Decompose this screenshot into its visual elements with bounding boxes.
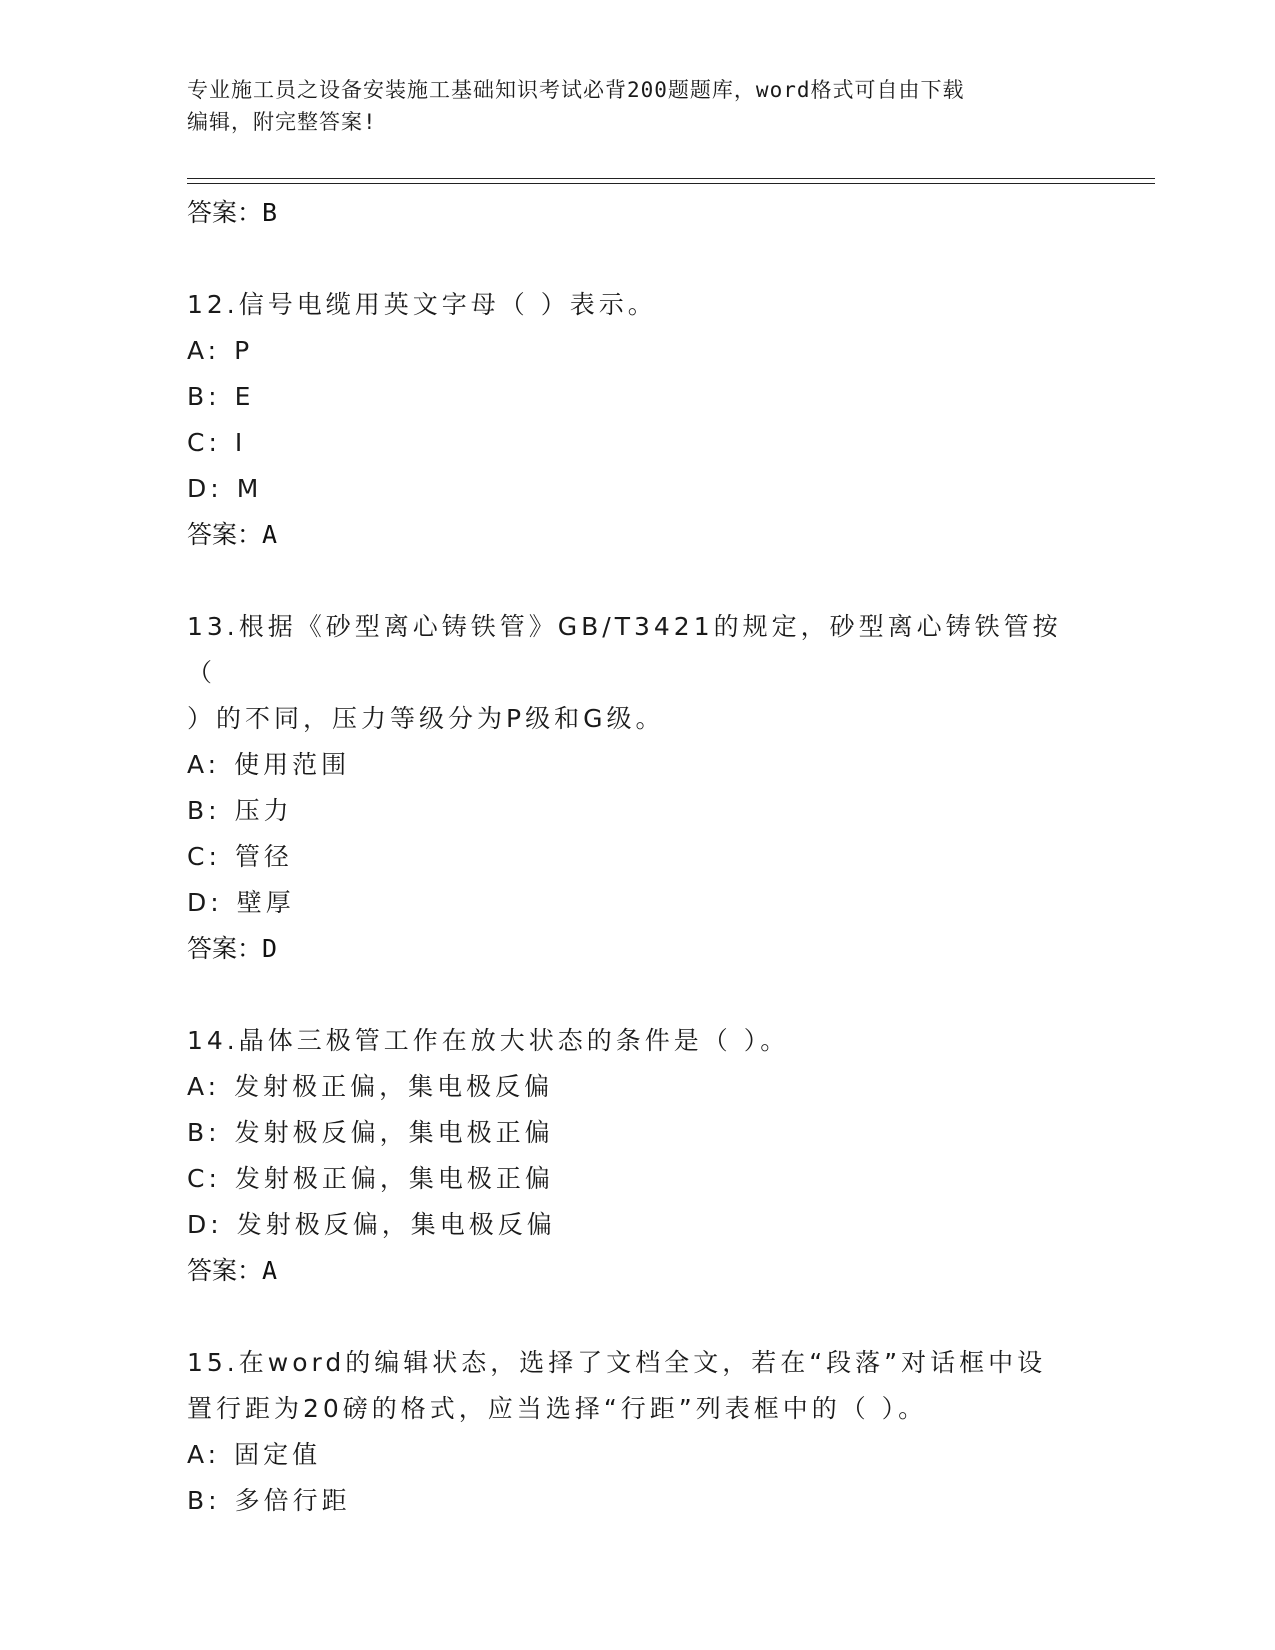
- answer-line: 答案：A: [187, 1256, 278, 1285]
- option-b: [187, 1478, 1067, 1524]
- option-letter: A:: [187, 1072, 221, 1101]
- option-text: 固定值: [234, 1440, 322, 1469]
- option-b: [187, 374, 1067, 420]
- header-title-line-2: 编辑，附完整答案!: [187, 110, 377, 134]
- option-letter: B:: [187, 1486, 221, 1515]
- option-text: P: [234, 336, 254, 365]
- option-a: [187, 328, 1067, 374]
- answer-line: 答案：A: [187, 520, 278, 549]
- option-text: 压力: [234, 796, 293, 825]
- option-d: [187, 1202, 1067, 1248]
- option-d: [187, 880, 1067, 926]
- option-letter: B:: [187, 796, 221, 825]
- header-title-line-1: 专业施工员之设备安装施工基础知识考试必背200题题库，word格式可自由下载: [187, 78, 965, 102]
- option-c: [187, 420, 1067, 466]
- option-letter: A:: [187, 1440, 221, 1469]
- option-text: 管径: [234, 842, 293, 871]
- question-text: 12.信号电缆用英文字母（ ）表示。: [187, 290, 657, 319]
- option-text: 发射极正偏，集电极反偏: [234, 1072, 554, 1101]
- header-divider-top: [187, 178, 1155, 179]
- question-text: 13.根据《砂型离心铸铁管》GB/T3421的规定，砂型离心铸铁管按（: [187, 612, 1062, 687]
- option-letter: A:: [187, 750, 221, 779]
- option-letter: C:: [187, 842, 221, 871]
- option-text: 发射极反偏，集电极反偏: [236, 1210, 556, 1239]
- option-text: 发射极反偏，集电极正偏: [234, 1118, 554, 1147]
- option-letter: C:: [187, 1164, 221, 1193]
- option-a: [187, 1064, 1067, 1110]
- option-letter: D:: [187, 1210, 223, 1239]
- question-block-13: [187, 604, 1067, 972]
- option-letter: B:: [187, 382, 221, 411]
- header-divider-bottom: [187, 183, 1155, 184]
- option-b: [187, 788, 1067, 834]
- answer-line: 答案：B: [187, 198, 278, 227]
- answer-line: 答案：D: [187, 934, 278, 963]
- option-text: 发射极正偏，集电极正偏: [234, 1164, 554, 1193]
- question-block-12: [187, 282, 1067, 558]
- option-text: E: [234, 382, 255, 411]
- question-block-15: [187, 1340, 1067, 1524]
- option-letter: B:: [187, 1118, 221, 1147]
- question-text-continued: 置行距为20磅的格式，应当选择“行距”列表框中的（ ）。: [187, 1394, 928, 1423]
- option-a: [187, 1432, 1067, 1478]
- question-block-14: [187, 1018, 1067, 1294]
- question-list: [187, 190, 1067, 1524]
- question-text: 14.晶体三极管工作在放大状态的条件是（ ）。: [187, 1026, 790, 1055]
- option-text: M: [236, 474, 263, 503]
- option-c: [187, 834, 1067, 880]
- spacer: [187, 1294, 1067, 1340]
- question-text-continued: ）的不同，压力等级分为P级和G级。: [187, 704, 665, 733]
- option-letter: D:: [187, 474, 223, 503]
- document-header: [187, 74, 1087, 138]
- option-text: I: [234, 428, 247, 457]
- option-a: [187, 742, 1067, 788]
- option-letter: C:: [187, 428, 221, 457]
- option-text: 壁厚: [236, 888, 295, 917]
- option-b: [187, 1110, 1067, 1156]
- question-text: 15.在word的编辑状态，选择了文档全文，若在“段落”对话框中设: [187, 1348, 1047, 1377]
- option-c: [187, 1156, 1067, 1202]
- option-letter: D:: [187, 888, 223, 917]
- option-text: 多倍行距: [234, 1486, 351, 1515]
- option-text: 使用范围: [234, 750, 351, 779]
- spacer: [187, 558, 1067, 604]
- option-d: [187, 466, 1067, 512]
- spacer: [187, 236, 1067, 282]
- option-letter: A:: [187, 336, 221, 365]
- spacer: [187, 972, 1067, 1018]
